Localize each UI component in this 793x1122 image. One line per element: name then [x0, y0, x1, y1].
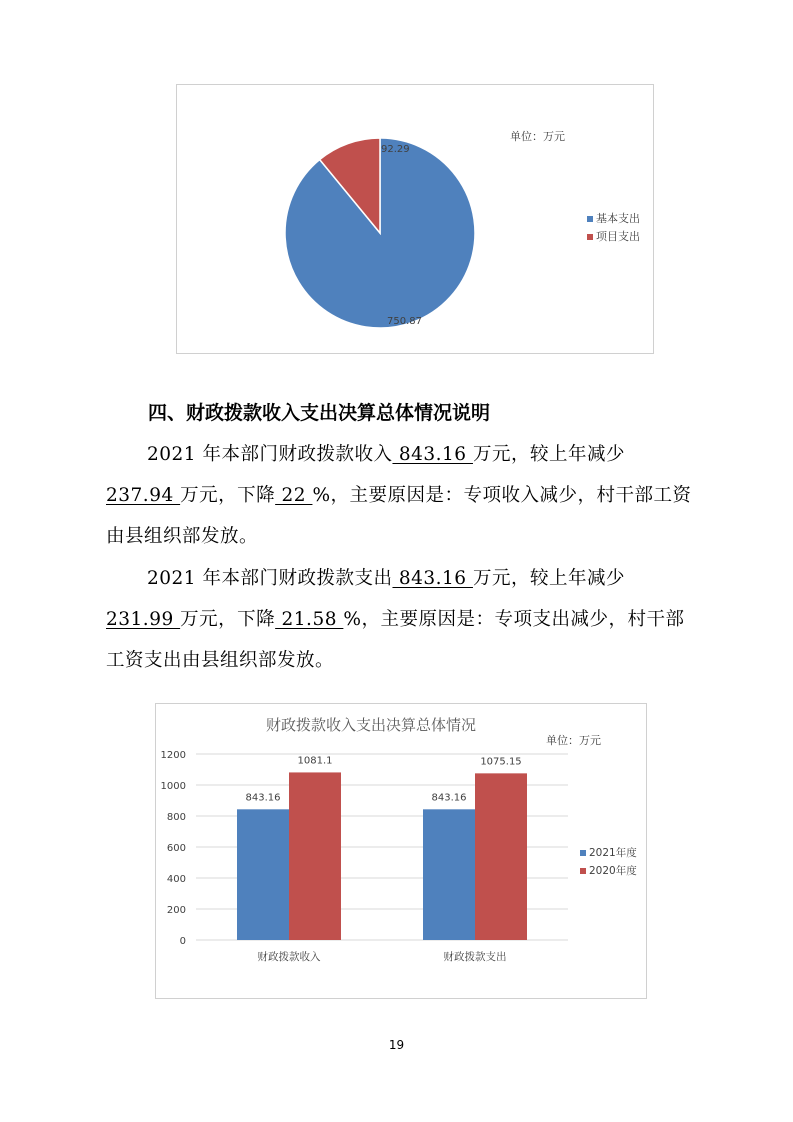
para1-text-1: 2021 年本部门财政拨款收入 [147, 444, 393, 465]
para1-income-value: 843.16 [392, 444, 473, 465]
paragraph-expenditure [106, 558, 696, 681]
bar-ytick-label: 600 [166, 843, 186, 854]
bar-legend-swatch [580, 868, 586, 874]
bar-category-label: 财政拨款支出 [443, 951, 507, 963]
bar-category-label: 财政拨款收入 [257, 951, 321, 963]
pie-label-project: 92.29 [381, 144, 410, 155]
pie-legend-swatch-basic [587, 216, 593, 222]
para1-text-4: %，主要原因是：专项收入减少，村干部工资由县组织部发放。 [106, 485, 692, 547]
para2-text-1: 2021 年本部门财政拨款支出 [147, 568, 393, 589]
bar-ytick-label: 800 [166, 812, 186, 823]
bar-data-label: 1075.15 [480, 756, 522, 768]
bar-legend-label: 2020年度 [589, 865, 637, 877]
bar-legend-label: 2021年度 [589, 847, 637, 859]
para2-expenditure-value: 843.16 [392, 568, 473, 589]
bar-2021-income [237, 809, 289, 940]
page-number: 19 [388, 1038, 405, 1052]
pie-chart-frame [176, 84, 654, 354]
bar-ytick-label: 0 [179, 936, 186, 947]
para2-decrease-value: 231.99 [106, 609, 181, 630]
pie-legend-project: 项目支出 [596, 230, 640, 243]
para2-decrease-percent: 21.58 [275, 609, 344, 630]
pie-legend-basic: 基本支出 [596, 212, 640, 225]
bar-ytick-label: 1000 [160, 781, 186, 792]
section-heading: 四、财政拨款收入支出决算总体情况说明 [148, 402, 491, 424]
bar-unit-label: 单位：万元 [546, 734, 601, 747]
bar-chart [156, 704, 648, 1000]
bar-data-label: 843.16 [245, 792, 281, 804]
bar-ytick-label: 400 [166, 874, 186, 885]
para1-text-3: 万元，下降 [180, 485, 276, 506]
para1-decrease-percent: 22 [275, 485, 313, 506]
bar-data-label: 1081.1 [297, 755, 333, 767]
pie-label-basic: 750.87 [387, 316, 422, 327]
bar-2020-expenditure [475, 773, 527, 940]
bar-2020-income [289, 772, 341, 940]
bar-ytick-label: 200 [166, 905, 186, 916]
para1-decrease-value: 237.94 [106, 485, 181, 506]
pie-chart [177, 85, 655, 355]
bar-2021-expenditure [423, 809, 475, 940]
pie-legend-swatch-project [587, 234, 593, 240]
para2-text-4: %，主要原因是：专项支出减少，村干部工资支出由县组织部发放。 [106, 609, 685, 671]
paragraph-income [106, 434, 696, 557]
para2-text-3: 万元，下降 [180, 609, 276, 630]
bar-chart-frame [155, 703, 647, 999]
bar-legend-swatch [580, 850, 586, 856]
para1-text-2: 万元，较上年减少 [472, 444, 625, 465]
pie-unit-label: 单位：万元 [510, 130, 565, 143]
bar-chart-title: 财政拨款收入支出决算总体情况 [265, 716, 477, 734]
bar-data-label: 843.16 [431, 792, 467, 804]
bar-ytick-label: 1200 [160, 750, 186, 761]
para2-text-2: 万元，较上年减少 [472, 568, 625, 589]
